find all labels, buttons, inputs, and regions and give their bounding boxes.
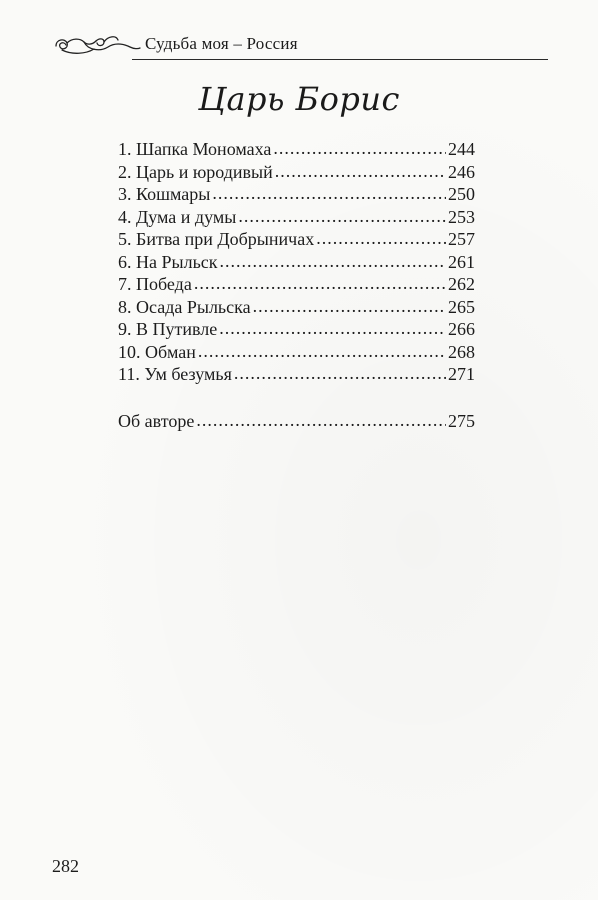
toc-leader-dots xyxy=(198,340,446,363)
table-of-contents xyxy=(118,138,475,432)
toc-entry-label: 8. Осада Рыльска xyxy=(118,296,251,317)
toc-entry-label: 2. Царь и юродивый xyxy=(118,161,273,182)
toc-leader-dots xyxy=(273,137,446,160)
toc-entry-page: 253 xyxy=(448,206,475,227)
toc-entry-page: 266 xyxy=(448,319,475,339)
toc-entry-label: 7. Победа xyxy=(118,274,192,294)
toc-entry-label: 11. Ум безумья xyxy=(118,364,232,384)
flourish-ornament-icon xyxy=(52,30,142,62)
toc-leader-dots xyxy=(212,182,446,205)
toc-entry xyxy=(118,363,475,386)
toc-entry-page: 265 xyxy=(448,296,475,317)
toc-spacer xyxy=(118,386,475,410)
toc-entry-label: 10. Обман xyxy=(118,341,196,362)
toc-entry-page: 262 xyxy=(448,274,475,294)
toc-leader-dots xyxy=(234,362,446,385)
toc-entry-label: 4. Дума и думы xyxy=(118,206,237,227)
toc-entry xyxy=(118,138,475,161)
toc-entry-label: 9. В Путивле xyxy=(118,319,218,339)
toc-entry xyxy=(118,341,475,364)
toc-entry-label: 1. Шапка Мономаха xyxy=(118,139,272,159)
toc-entry-page: 246 xyxy=(448,161,475,182)
toc-entry-page: 257 xyxy=(448,229,475,249)
running-header-book-title: Судьба моя – Россия xyxy=(145,34,298,53)
toc-entry xyxy=(118,251,475,274)
toc-entry-appendix xyxy=(118,410,475,433)
toc-leader-dots xyxy=(316,227,446,250)
toc-leader-dots xyxy=(275,160,446,183)
toc-entry-label: 3. Кошмары xyxy=(118,184,211,204)
toc-entry xyxy=(118,296,475,319)
running-header xyxy=(52,30,548,64)
toc-entry xyxy=(118,161,475,184)
toc-entry xyxy=(118,273,475,296)
toc-entry-label: Об авторе xyxy=(118,410,195,431)
toc-entry xyxy=(118,183,475,206)
page-number: 282 xyxy=(52,856,79,876)
toc-entry xyxy=(118,228,475,251)
toc-leader-dots xyxy=(220,250,446,273)
header-divider xyxy=(132,59,548,60)
toc-leader-dots xyxy=(219,317,446,340)
toc-entry-page: 261 xyxy=(448,251,475,272)
toc-entry-page: 275 xyxy=(448,410,475,431)
section-title: Царь Борис xyxy=(198,80,400,118)
toc-leader-dots xyxy=(238,205,446,228)
toc-leader-dots xyxy=(253,295,446,318)
toc-entry-label: 5. Битва при Добрыничах xyxy=(118,229,315,249)
toc-entry xyxy=(118,206,475,229)
toc-entry-page: 244 xyxy=(448,139,475,159)
toc-entry-page: 271 xyxy=(448,364,475,384)
toc-entry-page: 268 xyxy=(448,341,475,362)
toc-entry-label: 6. На Рыльск xyxy=(118,251,218,272)
toc-entry xyxy=(118,318,475,341)
toc-leader-dots xyxy=(196,409,446,432)
toc-leader-dots xyxy=(194,272,446,295)
toc-entry-page: 250 xyxy=(448,184,475,204)
